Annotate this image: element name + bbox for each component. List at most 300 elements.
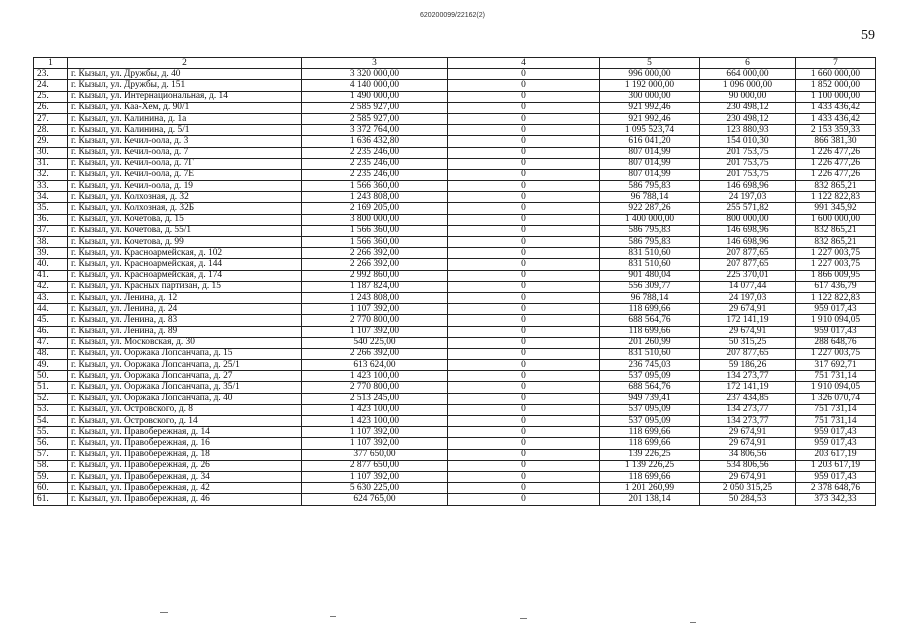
col7-amount-cell: 2 378 648,76 bbox=[796, 483, 876, 494]
address-cell: г. Кызыл, ул. Ооржака Лопсанчапа, д. 40 bbox=[68, 393, 302, 404]
col4-amount-cell: 0 bbox=[448, 371, 600, 382]
row-number-cell: 44. bbox=[34, 304, 68, 315]
col7-amount-cell: 832 865,21 bbox=[796, 225, 876, 236]
address-cell: г. Кызыл, ул. Кечил-оола, д. 7Е bbox=[68, 169, 302, 180]
col7-amount-cell: 1 910 094,05 bbox=[796, 382, 876, 393]
address-cell: г. Кызыл, ул. Ооржака Лопсанчапа, д. 25/1 bbox=[68, 360, 302, 371]
col3-amount-cell: 1 490 000,00 bbox=[302, 91, 448, 102]
col3-amount-cell: 1 423 100,00 bbox=[302, 404, 448, 415]
address-cell: г. Кызыл, ул. Ленина, д. 83 bbox=[68, 315, 302, 326]
row-number-cell: 57. bbox=[34, 449, 68, 460]
col6-amount-cell: 24 197,03 bbox=[700, 192, 796, 203]
table-row bbox=[34, 281, 876, 292]
col4-amount-cell: 0 bbox=[448, 337, 600, 348]
table-row bbox=[34, 169, 876, 180]
table-row bbox=[34, 337, 876, 348]
col5-amount-cell: 831 510,60 bbox=[600, 259, 700, 270]
col7-amount-cell: 1 433 436,42 bbox=[796, 113, 876, 124]
address-cell: г. Кызыл, ул. Ленина, д. 12 bbox=[68, 292, 302, 303]
col6-amount-cell: 207 877,65 bbox=[700, 348, 796, 359]
col6-amount-cell: 134 273,77 bbox=[700, 416, 796, 427]
table-row bbox=[34, 483, 876, 494]
address-cell: г. Кызыл, ул. Дружбы, д. 40 bbox=[68, 69, 302, 80]
col6-amount-cell: 800 000,00 bbox=[700, 214, 796, 225]
scan-mark bbox=[330, 616, 336, 617]
address-cell: г. Кызыл, ул. Островского, д. 14 bbox=[68, 416, 302, 427]
col5-amount-cell: 1 095 523,74 bbox=[600, 125, 700, 136]
col6-amount-cell: 237 434,85 bbox=[700, 393, 796, 404]
table-row bbox=[34, 494, 876, 505]
col5-amount-cell: 556 309,77 bbox=[600, 281, 700, 292]
col3-amount-cell: 2 266 392,00 bbox=[302, 248, 448, 259]
col7-amount-cell: 751 731,14 bbox=[796, 371, 876, 382]
table-row bbox=[34, 259, 876, 270]
col7-amount-cell: 373 342,33 bbox=[796, 494, 876, 505]
address-cell: г. Кызыл, ул. Правобережная, д. 18 bbox=[68, 449, 302, 460]
address-cell: г. Кызыл, ул. Правобережная, д. 42 bbox=[68, 483, 302, 494]
col3-amount-cell: 2 235 246,00 bbox=[302, 169, 448, 180]
table-row bbox=[34, 460, 876, 471]
col6-amount-cell: 146 698,96 bbox=[700, 181, 796, 192]
col6-amount-cell: 172 141,19 bbox=[700, 382, 796, 393]
table-row bbox=[34, 69, 876, 80]
table-row bbox=[34, 360, 876, 371]
col4-amount-cell: 0 bbox=[448, 237, 600, 248]
col7-amount-cell: 959 017,43 bbox=[796, 326, 876, 337]
col6-amount-cell: 534 806,56 bbox=[700, 460, 796, 471]
row-number-cell: 58. bbox=[34, 460, 68, 471]
col4-amount-cell: 0 bbox=[448, 91, 600, 102]
row-number-cell: 36. bbox=[34, 214, 68, 225]
address-cell: г. Кызыл, ул. Правобережная, д. 26 bbox=[68, 460, 302, 471]
col6-amount-cell: 2 050 315,25 bbox=[700, 483, 796, 494]
row-number-cell: 53. bbox=[34, 404, 68, 415]
row-number-cell: 31. bbox=[34, 158, 68, 169]
row-number-cell: 49. bbox=[34, 360, 68, 371]
col3-amount-cell: 2 235 246,00 bbox=[302, 158, 448, 169]
col6-amount-cell: 50 315,25 bbox=[700, 337, 796, 348]
col3-amount-cell: 2 992 860,00 bbox=[302, 270, 448, 281]
col6-amount-cell: 1 096 000,00 bbox=[700, 80, 796, 91]
col5-amount-cell: 831 510,60 bbox=[600, 248, 700, 259]
row-number-cell: 25. bbox=[34, 91, 68, 102]
col4-amount-cell: 0 bbox=[448, 304, 600, 315]
col3-amount-cell: 1 566 360,00 bbox=[302, 181, 448, 192]
col3-amount-cell: 1 243 808,00 bbox=[302, 192, 448, 203]
col6-amount-cell: 50 284,53 bbox=[700, 494, 796, 505]
col3-amount-cell: 1 423 100,00 bbox=[302, 371, 448, 382]
col4-amount-cell: 0 bbox=[448, 438, 600, 449]
col4-amount-cell: 0 bbox=[448, 427, 600, 438]
row-number-cell: 35. bbox=[34, 203, 68, 214]
row-number-cell: 54. bbox=[34, 416, 68, 427]
col5-amount-cell: 1 400 000,00 bbox=[600, 214, 700, 225]
address-cell: г. Кызыл, ул. Ленина, д. 24 bbox=[68, 304, 302, 315]
row-number-cell: 40. bbox=[34, 259, 68, 270]
data-table bbox=[33, 57, 876, 506]
col6-amount-cell: 134 273,77 bbox=[700, 404, 796, 415]
col7-amount-cell: 1 866 009,95 bbox=[796, 270, 876, 281]
col4-amount-cell: 0 bbox=[448, 158, 600, 169]
col7-amount-cell: 1 227 003,75 bbox=[796, 259, 876, 270]
col7-amount-cell: 2 153 359,33 bbox=[796, 125, 876, 136]
col3-amount-cell: 2 770 800,00 bbox=[302, 315, 448, 326]
col6-amount-cell: 201 753,75 bbox=[700, 169, 796, 180]
table-row bbox=[34, 348, 876, 359]
col5-amount-cell: 537 095,09 bbox=[600, 416, 700, 427]
row-number-cell: 26. bbox=[34, 102, 68, 113]
col3-amount-cell: 2 169 205,00 bbox=[302, 203, 448, 214]
col5-amount-cell: 922 287,26 bbox=[600, 203, 700, 214]
col4-amount-cell: 0 bbox=[448, 248, 600, 259]
col7-amount-cell: 991 345,92 bbox=[796, 203, 876, 214]
col4-amount-cell: 0 bbox=[448, 113, 600, 124]
col5-amount-cell: 537 095,09 bbox=[600, 404, 700, 415]
col6-amount-cell: 201 753,75 bbox=[700, 158, 796, 169]
col4-amount-cell: 0 bbox=[448, 169, 600, 180]
col4-amount-cell: 0 bbox=[448, 225, 600, 236]
col6-amount-cell: 123 880,93 bbox=[700, 125, 796, 136]
col6-amount-cell: 29 674,91 bbox=[700, 304, 796, 315]
col5-amount-cell: 96 788,14 bbox=[600, 292, 700, 303]
row-number-cell: 50. bbox=[34, 371, 68, 382]
col3-amount-cell: 1 636 432,80 bbox=[302, 136, 448, 147]
table-row bbox=[34, 416, 876, 427]
col6-amount-cell: 207 877,65 bbox=[700, 248, 796, 259]
col5-amount-cell: 688 564,76 bbox=[600, 382, 700, 393]
row-number-cell: 39. bbox=[34, 248, 68, 259]
col3-amount-cell: 2 770 800,00 bbox=[302, 382, 448, 393]
col4-amount-cell: 0 bbox=[448, 102, 600, 113]
row-number-cell: 46. bbox=[34, 326, 68, 337]
address-cell: г. Кызыл, ул. Ооржака Лопсанчапа, д. 35/1 bbox=[68, 382, 302, 393]
table-row bbox=[34, 393, 876, 404]
table-row bbox=[34, 326, 876, 337]
col3-amount-cell: 377 650,00 bbox=[302, 449, 448, 460]
table-row bbox=[34, 91, 876, 102]
address-cell: г. Кызыл, ул. Кечил-оола, д. 19 bbox=[68, 181, 302, 192]
table-row bbox=[34, 315, 876, 326]
col5-amount-cell: 236 745,03 bbox=[600, 360, 700, 371]
row-number-cell: 28. bbox=[34, 125, 68, 136]
col6-amount-cell: 134 273,77 bbox=[700, 371, 796, 382]
table-row bbox=[34, 438, 876, 449]
col5-amount-cell: 1 139 226,25 bbox=[600, 460, 700, 471]
col7-amount-cell: 832 865,21 bbox=[796, 237, 876, 248]
col6-amount-cell: 29 674,91 bbox=[700, 438, 796, 449]
row-number-cell: 55. bbox=[34, 427, 68, 438]
row-number-cell: 52. bbox=[34, 393, 68, 404]
col4-amount-cell: 0 bbox=[448, 483, 600, 494]
col4-amount-cell: 0 bbox=[448, 136, 600, 147]
table-row bbox=[34, 192, 876, 203]
column-number-cell: 1 bbox=[34, 58, 68, 69]
col5-amount-cell: 996 000,00 bbox=[600, 69, 700, 80]
col6-amount-cell: 29 674,91 bbox=[700, 326, 796, 337]
col4-amount-cell: 0 bbox=[448, 281, 600, 292]
address-cell: г. Кызыл, ул. Каа-Хем, д. 90/1 bbox=[68, 102, 302, 113]
col3-amount-cell: 1 107 392,00 bbox=[302, 304, 448, 315]
row-number-cell: 29. bbox=[34, 136, 68, 147]
col4-amount-cell: 0 bbox=[448, 460, 600, 471]
col6-amount-cell: 230 498,12 bbox=[700, 113, 796, 124]
column-number-cell: 5 bbox=[600, 58, 700, 69]
col7-amount-cell: 751 731,14 bbox=[796, 404, 876, 415]
col3-amount-cell: 3 320 000,00 bbox=[302, 69, 448, 80]
col5-amount-cell: 96 788,14 bbox=[600, 192, 700, 203]
col4-amount-cell: 0 bbox=[448, 203, 600, 214]
row-number-cell: 32. bbox=[34, 169, 68, 180]
row-number-cell: 59. bbox=[34, 471, 68, 482]
col3-amount-cell: 1 243 808,00 bbox=[302, 292, 448, 303]
row-number-cell: 61. bbox=[34, 494, 68, 505]
col5-amount-cell: 537 095,09 bbox=[600, 371, 700, 382]
col3-amount-cell: 1 107 392,00 bbox=[302, 471, 448, 482]
col5-amount-cell: 139 226,25 bbox=[600, 449, 700, 460]
table-row bbox=[34, 181, 876, 192]
col7-amount-cell: 832 865,21 bbox=[796, 181, 876, 192]
col3-amount-cell: 613 624,00 bbox=[302, 360, 448, 371]
column-number-cell: 7 bbox=[796, 58, 876, 69]
col7-amount-cell: 1 226 477,26 bbox=[796, 158, 876, 169]
table-row bbox=[34, 270, 876, 281]
address-cell: г. Кызыл, ул. Островского, д. 8 bbox=[68, 404, 302, 415]
col6-amount-cell: 29 674,91 bbox=[700, 427, 796, 438]
table-row bbox=[34, 304, 876, 315]
col5-amount-cell: 586 795,83 bbox=[600, 181, 700, 192]
col4-amount-cell: 0 bbox=[448, 270, 600, 281]
column-number-cell: 2 bbox=[68, 58, 302, 69]
col5-amount-cell: 201 260,99 bbox=[600, 337, 700, 348]
col5-amount-cell: 949 739,41 bbox=[600, 393, 700, 404]
col4-amount-cell: 0 bbox=[448, 416, 600, 427]
col4-amount-cell: 0 bbox=[448, 192, 600, 203]
table-row bbox=[34, 292, 876, 303]
col6-amount-cell: 201 753,75 bbox=[700, 147, 796, 158]
row-number-cell: 47. bbox=[34, 337, 68, 348]
col4-amount-cell: 0 bbox=[448, 326, 600, 337]
col5-amount-cell: 118 699,66 bbox=[600, 438, 700, 449]
scan-mark bbox=[160, 612, 168, 613]
col7-amount-cell: 959 017,43 bbox=[796, 427, 876, 438]
row-number-cell: 27. bbox=[34, 113, 68, 124]
address-cell: г. Кызыл, ул. Красноармейская, д. 144 bbox=[68, 259, 302, 270]
col6-amount-cell: 59 186,26 bbox=[700, 360, 796, 371]
row-number-cell: 23. bbox=[34, 69, 68, 80]
col7-amount-cell: 1 122 822,83 bbox=[796, 192, 876, 203]
col5-amount-cell: 1 192 000,00 bbox=[600, 80, 700, 91]
col6-amount-cell: 24 197,03 bbox=[700, 292, 796, 303]
row-number-cell: 48. bbox=[34, 348, 68, 359]
col4-amount-cell: 0 bbox=[448, 449, 600, 460]
col4-amount-cell: 0 bbox=[448, 259, 600, 270]
table-row bbox=[34, 203, 876, 214]
col7-amount-cell: 959 017,43 bbox=[796, 471, 876, 482]
address-cell: г. Кызыл, ул. Кочетова, д. 55/1 bbox=[68, 225, 302, 236]
col4-amount-cell: 0 bbox=[448, 382, 600, 393]
col3-amount-cell: 3 800 000,00 bbox=[302, 214, 448, 225]
col4-amount-cell: 0 bbox=[448, 404, 600, 415]
col7-amount-cell: 1 433 436,42 bbox=[796, 102, 876, 113]
row-number-cell: 38. bbox=[34, 237, 68, 248]
col6-amount-cell: 255 571,82 bbox=[700, 203, 796, 214]
col3-amount-cell: 1 107 392,00 bbox=[302, 438, 448, 449]
col4-amount-cell: 0 bbox=[448, 471, 600, 482]
column-number-cell: 6 bbox=[700, 58, 796, 69]
col7-amount-cell: 1 100 000,00 bbox=[796, 91, 876, 102]
table-row bbox=[34, 214, 876, 225]
col4-amount-cell: 0 bbox=[448, 147, 600, 158]
col6-amount-cell: 172 141,19 bbox=[700, 315, 796, 326]
col6-amount-cell: 34 806,56 bbox=[700, 449, 796, 460]
column-number-cell: 3 bbox=[302, 58, 448, 69]
col6-amount-cell: 90 000,00 bbox=[700, 91, 796, 102]
address-cell: г. Кызыл, ул. Кечил-оола, д. 7 bbox=[68, 147, 302, 158]
row-number-cell: 60. bbox=[34, 483, 68, 494]
col7-amount-cell: 1 203 617,19 bbox=[796, 460, 876, 471]
row-number-cell: 24. bbox=[34, 80, 68, 91]
col4-amount-cell: 0 bbox=[448, 69, 600, 80]
table-row bbox=[34, 248, 876, 259]
col7-amount-cell: 617 436,79 bbox=[796, 281, 876, 292]
col3-amount-cell: 1 107 392,00 bbox=[302, 427, 448, 438]
col5-amount-cell: 201 138,14 bbox=[600, 494, 700, 505]
col7-amount-cell: 1 326 070,74 bbox=[796, 393, 876, 404]
col5-amount-cell: 118 699,66 bbox=[600, 326, 700, 337]
col5-amount-cell: 1 201 260,99 bbox=[600, 483, 700, 494]
row-number-cell: 45. bbox=[34, 315, 68, 326]
col7-amount-cell: 288 648,76 bbox=[796, 337, 876, 348]
col6-amount-cell: 207 877,65 bbox=[700, 259, 796, 270]
col5-amount-cell: 118 699,66 bbox=[600, 304, 700, 315]
address-cell: г. Кызыл, ул. Ооржака Лопсанчапа, д. 27 bbox=[68, 371, 302, 382]
address-cell: г. Кызыл, ул. Кочетова, д. 99 bbox=[68, 237, 302, 248]
col7-amount-cell: 1 227 003,75 bbox=[796, 248, 876, 259]
col5-amount-cell: 901 480,04 bbox=[600, 270, 700, 281]
col3-amount-cell: 624 765,00 bbox=[302, 494, 448, 505]
col7-amount-cell: 1 660 000,00 bbox=[796, 69, 876, 80]
address-cell: г. Кызыл, ул. Правобережная, д. 34 bbox=[68, 471, 302, 482]
address-cell: г. Кызыл, ул. Красноармейская, д. 174 bbox=[68, 270, 302, 281]
col3-amount-cell: 1 566 360,00 bbox=[302, 237, 448, 248]
address-cell: г. Кызыл, ул. Правобережная, д. 46 bbox=[68, 494, 302, 505]
col3-amount-cell: 2 266 392,00 bbox=[302, 259, 448, 270]
column-number-row bbox=[34, 58, 876, 69]
table-row bbox=[34, 113, 876, 124]
table-row bbox=[34, 80, 876, 91]
col7-amount-cell: 1 122 822,83 bbox=[796, 292, 876, 303]
address-cell: г. Кызыл, ул. Красных партизан, д. 15 bbox=[68, 281, 302, 292]
col4-amount-cell: 0 bbox=[448, 80, 600, 91]
col5-amount-cell: 921 992,46 bbox=[600, 113, 700, 124]
col6-amount-cell: 29 674,91 bbox=[700, 471, 796, 482]
col4-amount-cell: 0 bbox=[448, 494, 600, 505]
col6-amount-cell: 664 000,00 bbox=[700, 69, 796, 80]
col6-amount-cell: 146 698,96 bbox=[700, 237, 796, 248]
row-number-cell: 34. bbox=[34, 192, 68, 203]
table-row bbox=[34, 125, 876, 136]
address-cell: г. Кызыл, ул. Кочетова, д. 15 bbox=[68, 214, 302, 225]
col5-amount-cell: 688 564,76 bbox=[600, 315, 700, 326]
col3-amount-cell: 5 630 225,00 bbox=[302, 483, 448, 494]
address-cell: г. Кызыл, ул. Правобережная, д. 16 bbox=[68, 438, 302, 449]
col5-amount-cell: 616 041,20 bbox=[600, 136, 700, 147]
col5-amount-cell: 921 992,46 bbox=[600, 102, 700, 113]
col3-amount-cell: 1 566 360,00 bbox=[302, 225, 448, 236]
col4-amount-cell: 0 bbox=[448, 360, 600, 371]
col6-amount-cell: 14 077,44 bbox=[700, 281, 796, 292]
address-cell: г. Кызыл, ул. Красноармейская, д. 102 bbox=[68, 248, 302, 259]
col7-amount-cell: 866 381,30 bbox=[796, 136, 876, 147]
row-number-cell: 33. bbox=[34, 181, 68, 192]
col7-amount-cell: 1 852 000,00 bbox=[796, 80, 876, 91]
document-id: 620200099/22162(2) bbox=[419, 12, 485, 19]
address-cell: г. Кызыл, ул. Кечил-оола, д. 7Г bbox=[68, 158, 302, 169]
address-cell: г. Кызыл, ул. Интернациональная, д. 14 bbox=[68, 91, 302, 102]
col3-amount-cell: 2 585 927,00 bbox=[302, 113, 448, 124]
row-number-cell: 43. bbox=[34, 292, 68, 303]
col4-amount-cell: 0 bbox=[448, 292, 600, 303]
col5-amount-cell: 300 000,00 bbox=[600, 91, 700, 102]
col5-amount-cell: 586 795,83 bbox=[600, 237, 700, 248]
table-row bbox=[34, 237, 876, 248]
col3-amount-cell: 1 423 100,00 bbox=[302, 416, 448, 427]
col5-amount-cell: 807 014,99 bbox=[600, 169, 700, 180]
row-number-cell: 51. bbox=[34, 382, 68, 393]
address-cell: г. Кызыл, ул. Ооржака Лопсанчапа, д. 15 bbox=[68, 348, 302, 359]
col3-amount-cell: 2 235 246,00 bbox=[302, 147, 448, 158]
table-row bbox=[34, 404, 876, 415]
col6-amount-cell: 225 370,01 bbox=[700, 270, 796, 281]
col4-amount-cell: 0 bbox=[448, 181, 600, 192]
address-cell: г. Кызыл, ул. Правобережная, д. 14 bbox=[68, 427, 302, 438]
col5-amount-cell: 807 014,99 bbox=[600, 147, 700, 158]
scan-mark bbox=[520, 618, 527, 619]
row-number-cell: 56. bbox=[34, 438, 68, 449]
col3-amount-cell: 2 266 392,00 bbox=[302, 348, 448, 359]
col3-amount-cell: 3 372 764,00 bbox=[302, 125, 448, 136]
table-row bbox=[34, 147, 876, 158]
table-row bbox=[34, 102, 876, 113]
col3-amount-cell: 540 225,00 bbox=[302, 337, 448, 348]
table-body bbox=[34, 58, 876, 506]
col7-amount-cell: 1 910 094,05 bbox=[796, 315, 876, 326]
table-row bbox=[34, 371, 876, 382]
col4-amount-cell: 0 bbox=[448, 348, 600, 359]
row-number-cell: 30. bbox=[34, 147, 68, 158]
row-number-cell: 42. bbox=[34, 281, 68, 292]
col7-amount-cell: 203 617,19 bbox=[796, 449, 876, 460]
page-number: 59 bbox=[861, 28, 875, 43]
col3-amount-cell: 2 513 245,00 bbox=[302, 393, 448, 404]
col6-amount-cell: 230 498,12 bbox=[700, 102, 796, 113]
col7-amount-cell: 1 600 000,00 bbox=[796, 214, 876, 225]
table-row bbox=[34, 427, 876, 438]
address-cell: г. Кызыл, ул. Ленина, д. 89 bbox=[68, 326, 302, 337]
address-cell: г. Кызыл, ул. Дружбы, д. 151 bbox=[68, 80, 302, 91]
col3-amount-cell: 2 877 650,00 bbox=[302, 460, 448, 471]
table-row bbox=[34, 225, 876, 236]
address-cell: г. Кызыл, ул. Московская, д. 30 bbox=[68, 337, 302, 348]
address-cell: г. Кызыл, ул. Колхозная, д. 32Б bbox=[68, 203, 302, 214]
col6-amount-cell: 154 010,30 bbox=[700, 136, 796, 147]
col5-amount-cell: 118 699,66 bbox=[600, 427, 700, 438]
col7-amount-cell: 1 227 003,75 bbox=[796, 348, 876, 359]
col4-amount-cell: 0 bbox=[448, 393, 600, 404]
col7-amount-cell: 959 017,43 bbox=[796, 438, 876, 449]
col7-amount-cell: 317 692,71 bbox=[796, 360, 876, 371]
col6-amount-cell: 146 698,96 bbox=[700, 225, 796, 236]
